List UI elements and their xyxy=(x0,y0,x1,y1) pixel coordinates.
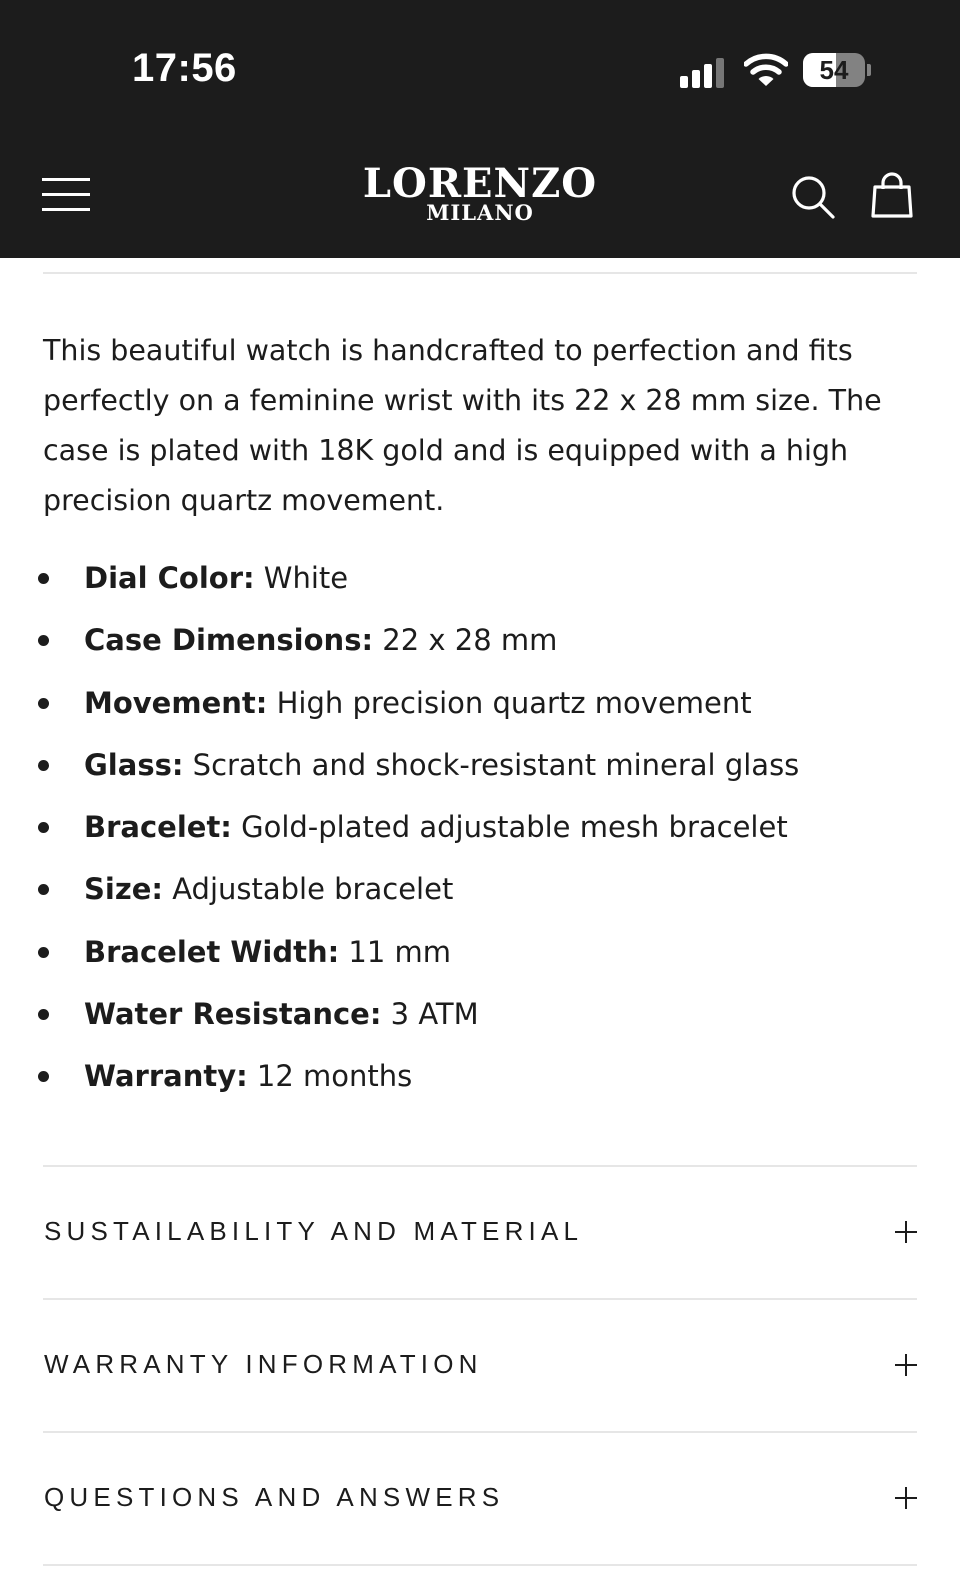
spec-list xyxy=(43,555,923,1116)
menu-icon xyxy=(42,178,90,181)
accordion-title: QUESTIONS AND ANSWERS xyxy=(44,1482,505,1512)
spec-key: Warranty: xyxy=(84,1059,248,1094)
spec-value: 3 ATM xyxy=(381,997,479,1032)
spec-value: 11 mm xyxy=(339,934,452,969)
spec-item xyxy=(43,866,923,928)
shopping-bag-icon[interactable] xyxy=(870,172,914,220)
cellular-signal-icon xyxy=(680,58,730,88)
menu-button[interactable] xyxy=(42,176,92,212)
accordion-title: WARRANTY INFORMATION xyxy=(44,1349,483,1379)
bullet xyxy=(38,1009,49,1020)
plus-icon[interactable] xyxy=(895,1221,917,1243)
brand-name: LORENZO xyxy=(362,160,598,207)
battery-icon xyxy=(803,53,871,87)
spec-item xyxy=(43,929,923,991)
plus-icon[interactable] xyxy=(895,1487,917,1509)
spec-item xyxy=(43,680,923,742)
bullet xyxy=(38,822,49,833)
bullet xyxy=(38,1071,49,1082)
spec-key: Movement: xyxy=(84,685,268,720)
bullet xyxy=(38,698,49,709)
product-description: This beautiful watch is handcrafted to perfection and fits perfectly on a feminine wrist with its 22 x 28 mm size. The case is plated with 18K gold and is equipped with a high precision quartz movement. xyxy=(43,334,882,517)
spec-item xyxy=(43,617,923,679)
divider xyxy=(43,272,917,274)
brand-subtitle: MILANO xyxy=(426,200,534,225)
spec-value: Scratch and shock-resistant mineral glass xyxy=(183,747,800,782)
spec-value: 12 months xyxy=(247,1059,413,1094)
status-time: 17:56 xyxy=(132,46,237,90)
spec-key: Glass: xyxy=(84,747,184,782)
accordion-warranty[interactable] xyxy=(43,1299,917,1430)
spec-key: Case Dimensions: xyxy=(84,623,374,658)
spec-item xyxy=(43,555,923,617)
bullet xyxy=(38,884,49,895)
accordion-title: SUSTAILABILITY AND MATERIAL xyxy=(44,1216,584,1246)
divider xyxy=(43,1564,917,1566)
battery-level: 54 xyxy=(819,55,849,85)
accordion-sustainability[interactable] xyxy=(43,1166,917,1297)
spec-value: High precision quartz movement xyxy=(267,685,752,720)
spec-item xyxy=(43,804,923,866)
spec-item xyxy=(43,1053,923,1115)
bullet xyxy=(38,573,49,584)
accordion-questions[interactable] xyxy=(43,1432,917,1563)
search-icon[interactable] xyxy=(790,174,836,220)
spec-item xyxy=(43,742,923,804)
spec-value: Gold-plated adjustable mesh bracelet xyxy=(231,810,788,845)
plus-icon[interactable] xyxy=(895,1354,917,1376)
spec-key: Bracelet: xyxy=(84,810,232,845)
brand-logo[interactable] xyxy=(330,162,630,224)
bullet xyxy=(38,635,49,646)
spec-item xyxy=(43,991,923,1053)
spec-key: Water Resistance: xyxy=(84,997,382,1032)
spec-key: Bracelet Width: xyxy=(84,934,340,969)
bullet xyxy=(38,760,49,771)
spec-key: Size: xyxy=(84,872,163,907)
spec-value: 22 x 28 mm xyxy=(373,623,558,658)
spec-key: Dial Color: xyxy=(84,561,255,595)
bullet xyxy=(38,947,49,958)
spec-value: White xyxy=(254,561,349,595)
spec-value: Adjustable bracelet xyxy=(162,872,454,907)
wifi-icon xyxy=(744,52,788,88)
app-header xyxy=(0,0,960,258)
